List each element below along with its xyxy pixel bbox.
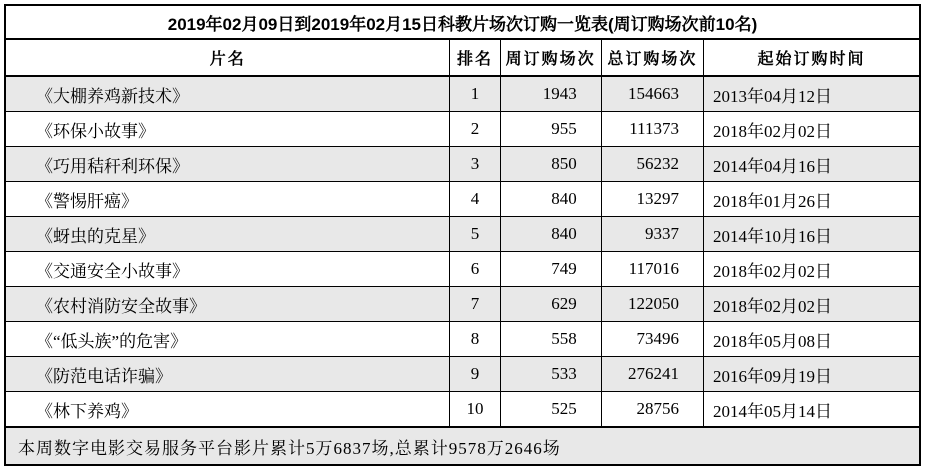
weekly-sessions-cell: 840 [500,217,601,252]
footer-row [5,427,920,465]
weekly-sessions-cell: 525 [500,392,601,428]
weekly-sessions-cell: 749 [500,252,601,287]
film-title-cell: 《蚜虫的克星》 [5,217,450,252]
orders-table [4,4,921,466]
rank-cell: 8 [450,322,500,357]
header-rank: 排名 [450,39,500,76]
film-title-cell: 《“低头族”的危害》 [5,322,450,357]
start-date-cell: 2018年05月08日 [704,322,920,357]
total-sessions-cell: 28756 [601,392,703,428]
table-row [5,287,920,322]
rank-cell: 9 [450,357,500,392]
weekly-sessions-cell: 1943 [500,76,601,112]
total-sessions-cell: 122050 [601,287,703,322]
start-date-cell: 2018年02月02日 [704,252,920,287]
table-title: 2019年02月09日到2019年02月15日科教片场次订购一览表(周订购场次前10名) [5,5,920,39]
film-title-cell: 《林下养鸡》 [5,392,450,428]
start-date-cell: 2013年04月12日 [704,76,920,112]
table-body [5,76,920,427]
total-sessions-cell: 9337 [601,217,703,252]
total-sessions-cell: 117016 [601,252,703,287]
film-title-cell: 《交通安全小故事》 [5,252,450,287]
rank-cell: 3 [450,147,500,182]
start-date-cell: 2018年02月02日 [704,287,920,322]
total-sessions-cell: 276241 [601,357,703,392]
header-weekly: 周订购场次 [500,39,601,76]
rank-cell: 7 [450,287,500,322]
table-row [5,182,920,217]
table-row [5,112,920,147]
film-title-cell: 《农村消防安全故事》 [5,287,450,322]
start-date-cell: 2018年02月02日 [704,112,920,147]
weekly-sessions-cell: 558 [500,322,601,357]
summary-note: 本周数字电影交易服务平台影片累计5万6837场,总累计9578万2646场 [5,427,920,465]
film-title-cell: 《警惕肝癌》 [5,182,450,217]
weekly-sessions-cell: 629 [500,287,601,322]
table-row [5,322,920,357]
total-sessions-cell: 154663 [601,76,703,112]
weekly-sessions-cell: 850 [500,147,601,182]
rank-cell: 10 [450,392,500,428]
film-title-cell: 《大棚养鸡新技术》 [5,76,450,112]
rank-cell: 5 [450,217,500,252]
table-row [5,76,920,112]
total-sessions-cell: 56232 [601,147,703,182]
weekly-sessions-cell: 533 [500,357,601,392]
rank-cell: 6 [450,252,500,287]
weekly-sessions-cell: 955 [500,112,601,147]
table-row [5,357,920,392]
film-title-cell: 《防范电话诈骗》 [5,357,450,392]
header-date: 起始订购时间 [704,39,920,76]
table-row [5,147,920,182]
rank-cell: 1 [450,76,500,112]
rank-cell: 2 [450,112,500,147]
start-date-cell: 2014年04月16日 [704,147,920,182]
header-row [5,39,920,76]
table-row [5,217,920,252]
table-row [5,392,920,428]
title-row [5,5,920,39]
table-row [5,252,920,287]
total-sessions-cell: 13297 [601,182,703,217]
start-date-cell: 2018年01月26日 [704,182,920,217]
weekly-sessions-cell: 840 [500,182,601,217]
total-sessions-cell: 111373 [601,112,703,147]
film-title-cell: 《巧用秸秆利环保》 [5,147,450,182]
rank-cell: 4 [450,182,500,217]
total-sessions-cell: 73496 [601,322,703,357]
film-title-cell: 《环保小故事》 [5,112,450,147]
start-date-cell: 2014年05月14日 [704,392,920,428]
header-film: 片名 [5,39,450,76]
start-date-cell: 2014年10月16日 [704,217,920,252]
header-total: 总订购场次 [601,39,703,76]
start-date-cell: 2016年09月19日 [704,357,920,392]
